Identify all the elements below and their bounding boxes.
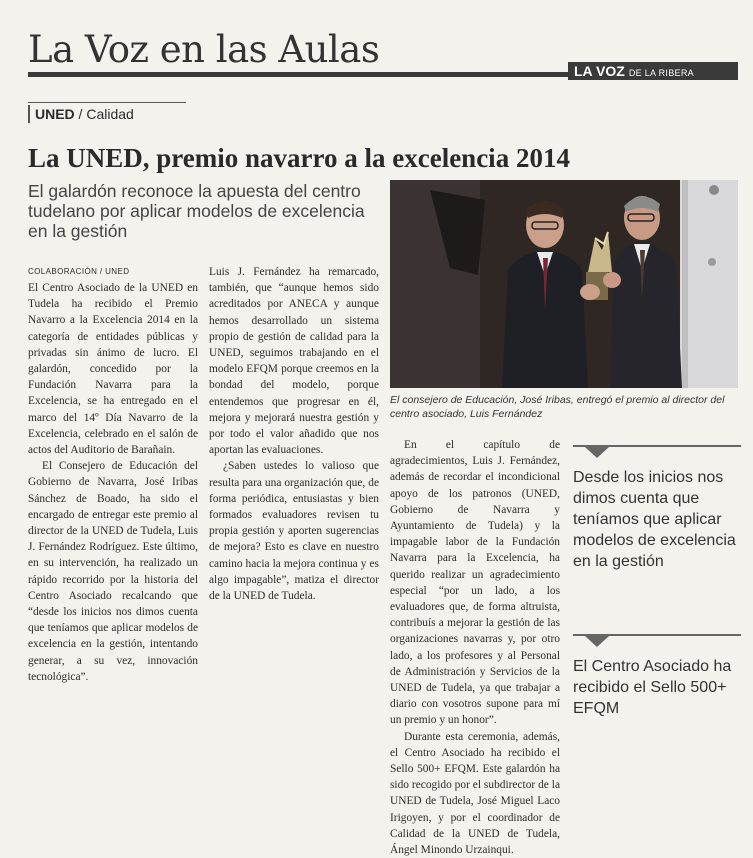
pullquote-2-divider bbox=[573, 634, 741, 647]
newspaper-brand bbox=[568, 62, 738, 80]
triangle-down-icon bbox=[585, 636, 609, 647]
byline: COLABORACIÓN / UNED bbox=[28, 267, 130, 276]
body-paragraph-6: Durante esta ceremonia, además, el Centro Asociado ha recibido el Sello 500+ EFQM. Este galardón ha sido recogido por el subdirector de la UNED de Tudela, José Miguel Laco Irigoyen, y por el coordinador de Calidad de la UNED de Tudela, Ángel Minondo Urzainqui. bbox=[390, 730, 560, 857]
body-paragraph-3: Luis J. Fernández ha remarcado, también, que “aunque hemos sido acreditados por ANECA y aunque hemos desarrollado un sistema propio de gestión de calidad para la UNED, seguimos trabajando en el modelo EFQM porque creemos en la bondad del modelo, porque entendemos que progresar en él, mejora y mejorará nuestra gestión y por todo el valor añadido que nos aportan las evaluaciones. bbox=[209, 266, 379, 457]
photo-caption: El consejero de Educación, José Iribas, entregó el premio al director del centro asociado, Luis Fernández bbox=[390, 394, 725, 420]
brand-name: LA VOZ bbox=[574, 63, 625, 79]
article-headline: La UNED, premio navarro a la excelencia 2014 bbox=[28, 143, 570, 173]
brand-subtitle: DE LA RIBERA bbox=[628, 68, 694, 78]
body-paragraph-2: El Consejero de Educación del Gobierno de Navarra, José Iribas Sánchez de Boado, ha sido el encargado de entregar este premio al director de la UNED de Tudela, Luis J. Fernández Rodríguez. Este último, en su intervención, ha realizado un rápido recorrido por la historia del Centro Asociado recalcando que “desde los inicios nos dimos cuenta que teníamos que aplicar modelos de excelencia en la gestión, intentando generar, a su vez, innovación tecnológica”. bbox=[28, 460, 198, 683]
award-photo bbox=[390, 180, 738, 388]
pullquote-1-divider bbox=[573, 445, 741, 458]
masthead-rule bbox=[28, 72, 568, 77]
body-paragraph-4: ¿Saben ustedes lo valioso que resulta para una organización que, de forma periódica, entusiastas y bien formados evaluadores revisen tu propia gestión y aporten sugerencias de mejora? Esto es clave en nuestro camino hacia la mejora continua y es algo impagable”, matiza el director de la UNED de Tudela. bbox=[209, 460, 379, 603]
award-photo-illustration bbox=[390, 180, 738, 388]
section-rule bbox=[28, 102, 186, 103]
section-separator: / bbox=[74, 106, 87, 122]
body-paragraph-5: En el capítulo de agradecimientos, Luis J. Fernández, además de recordar el incondicional apoyo de los patronos (UNED, Gobierno de Navarra y Ayuntamiento de Tudela) y la impagable labor de la Fundación Navarra para la Excelencia, ha querido realizar un agradecimiento especial “por un lado, a los evaluadores que, de forma altruista, contribuís a mejorar la gestión de las organizaciones navarras y, por otro lado, a los profesores y al Personal de Administración y Servicios de la UNED de Tudela, ya que trabajar a diario con vosotros supone para mí un premio y un honor”. bbox=[390, 439, 560, 727]
article-subhead: El galardón reconoce la apuesta del centro tudelano por aplicar modelos de excelencia en la gestión bbox=[28, 181, 365, 241]
triangle-down-icon bbox=[585, 447, 609, 458]
pullquote-2: El Centro Asociado ha recibido el Sello 500+ EFQM bbox=[573, 658, 732, 717]
masthead-title: La Voz en las Aulas bbox=[28, 28, 380, 71]
article-column-1 bbox=[28, 264, 198, 685]
article-column-2 bbox=[209, 264, 379, 604]
body-paragraph-1: El Centro Asociado de la UNED en Tudela ha recibido el Premio Navarro a la Excelencia 2014 en la categoría de entidades públicas y privadas sin ánimo de lucro. El galardón, concedido por la Fundación Navarra para la Excelencia, se ha entregado en el marco del 14º Día Navarro de la Excelencia, celebrado en el salón de actos del Auditorio de Barañain. bbox=[28, 282, 198, 457]
section-primary: UNED bbox=[35, 106, 75, 122]
article-column-3 bbox=[390, 437, 560, 858]
pullquote-1: Desde los inicios nos dimos cuenta que teníamos que aplicar modelos de excelencia en la gestión bbox=[573, 469, 736, 570]
section-tag bbox=[28, 105, 134, 123]
section-secondary: Calidad bbox=[86, 106, 134, 122]
